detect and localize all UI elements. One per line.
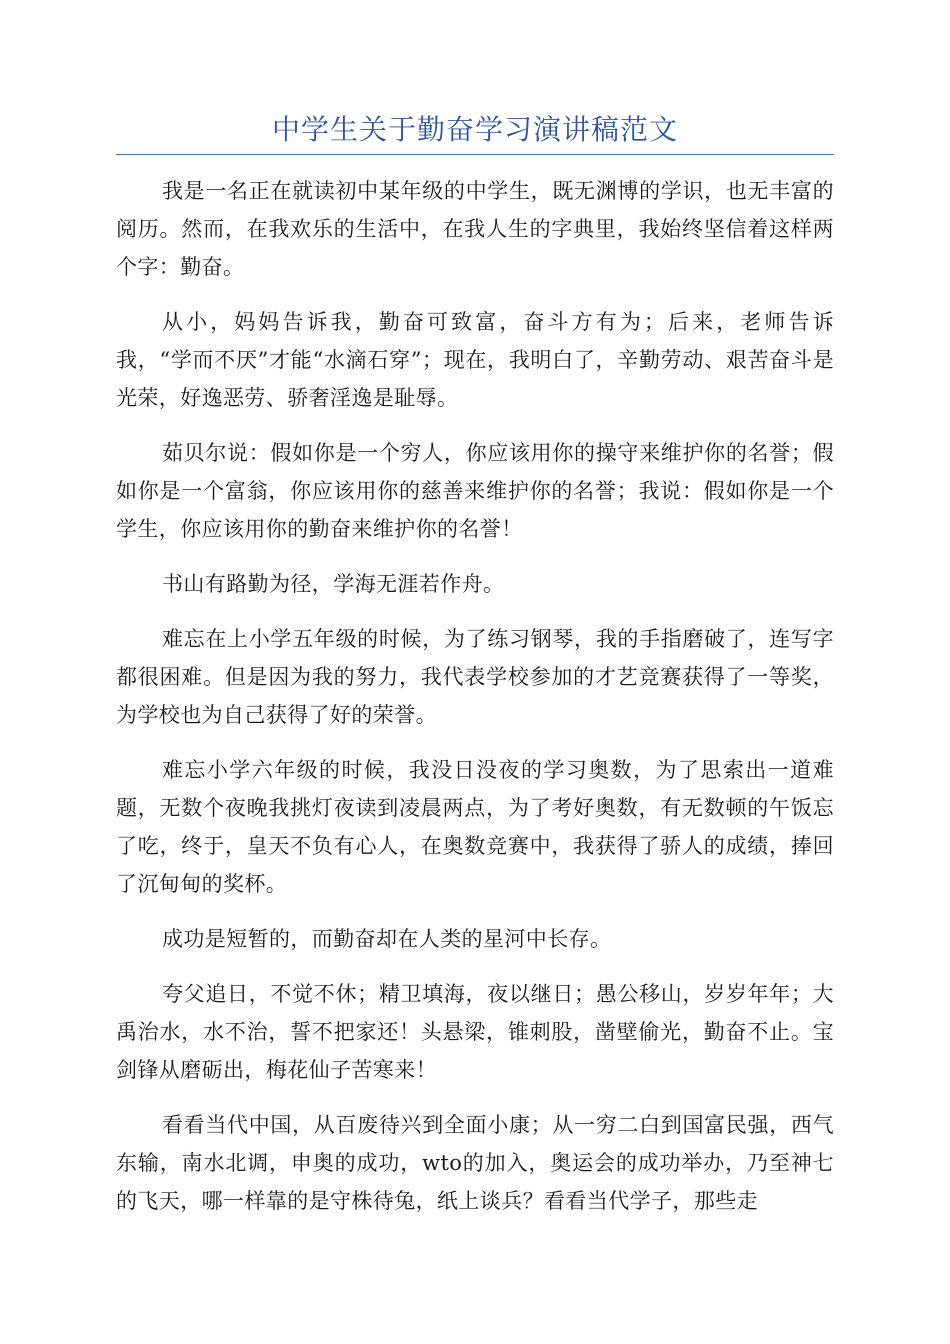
paragraph-6: 难忘小学六年级的时候，我没日没夜的学习奥数，为了思索出一道难题，无数个夜晚我挑灯夜读到凌晨两点，为了考好奥数，有无数顿的午饭忘了吃，终于，皇天不负有心人，在奥数竞赛中，我获得了骄人的成绩，捧回了沉甸甸的奖杯。 [116,758,834,896]
paragraph-9: 看看当代中国，从百废待兴到全面小康；从一穷二白到国富民强，西气东输，南水北调，申奥的成功，wto的加入，奥运会的成功举办，乃至神七的飞天，哪一样靠的是守株待兔，纸上谈兵？看看当代学子，那些走 [116,1113,834,1213]
paragraph-1: 我是一名正在就读初中某年级的中学生，既无渊博的学识，也无丰富的阅历。然而，在我欢乐的生活中，在我人生的字典里，我始终坚信着这样两个字：勤奋。 [116,179,834,279]
paragraph-5: 难忘在上小学五年级的时候，为了练习钢琴，我的手指磨破了，连写字都很困难。但是因为我的努力，我代表学校参加的才艺竞赛获得了一等奖，为学校也为自己获得了好的荣誉。 [116,627,834,727]
paragraph-4: 书山有路勤为径，学海无涯若作舟。 [162,572,505,596]
title-underline [116,154,834,155]
paragraph-7: 成功是短暂的，而勤奋却在人类的星河中长存。 [162,927,612,951]
document-body [116,172,834,1237]
document-title: 中学生关于勤奋学习演讲稿范文 [271,113,678,146]
paragraph-8: 夸父追日，不觉不休；精卫填海，夜以继日；愚公移山，岁岁年年；大禹治水，水不治，誓不把家还！头悬梁，锥刺股，凿壁偷光，勤奋不止。宝剑锋从磨砺出，梅花仙子苦寒来！ [116,982,834,1082]
paragraph-3: 茹贝尔说：假如你是一个穷人，你应该用你的操守来维护你的名誉；假如你是一个富翁，你应该用你的慈善来维护你的名誉；我说：假如你是一个学生，你应该用你的勤奋来维护你的名誉！ [116,441,834,541]
paragraph-2: 从小，妈妈告诉我，勤奋可致富，奋斗方有为；后来，老师告诉我，“学而不厌”才能“水滴石穿”；现在，我明白了，辛勤劳动、艰苦奋斗是光荣，好逸恶劳、骄奢淫逸是耻辱。 [116,310,834,410]
